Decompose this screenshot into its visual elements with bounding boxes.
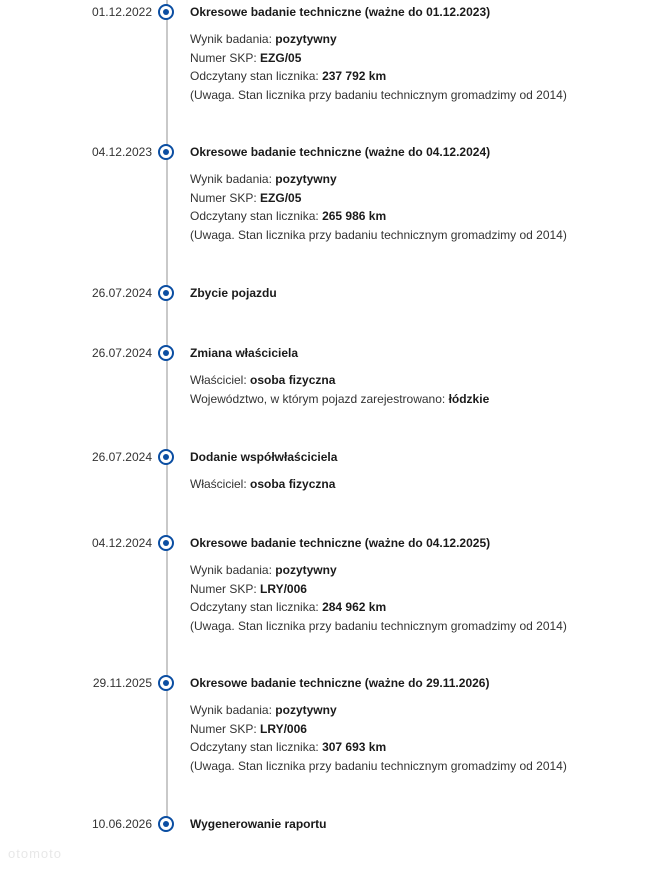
detail-note (190, 86, 567, 105)
detail-label: Wynik badania: (190, 563, 276, 577)
event-date: 01.12.2022 (91, 5, 152, 19)
event-details (190, 170, 567, 244)
detail-value: pozytywny (275, 703, 337, 717)
event-title: Okresowe badanie techniczne (ważne do 29.11.2026) (190, 676, 490, 690)
timeline-dot-icon (158, 449, 174, 465)
detail-line (190, 49, 567, 68)
timeline-dot-icon (158, 144, 174, 160)
event-date: 26.07.2024 (91, 450, 152, 464)
detail-label: Właściciel: (190, 373, 251, 387)
timeline-line (166, 0, 168, 830)
detail-line (190, 561, 567, 580)
detail-line (190, 580, 567, 599)
detail-value: łódzkie (448, 391, 490, 406)
timeline-dot-icon (158, 816, 174, 832)
detail-label: Województwo, w którym pojazd zarejestrowano: (190, 391, 449, 406)
event-title: Zbycie pojazdu (190, 286, 277, 300)
detail-note (190, 757, 567, 776)
detail-note (190, 226, 567, 245)
detail-label: Odczytany stan licznika: (190, 209, 323, 223)
detail-value: 237 792 km (322, 69, 387, 83)
detail-value: LRY/006 (260, 581, 307, 596)
event-title: Okresowe badanie techniczne (ważne do 04.12.2024) (190, 145, 491, 159)
event-details (190, 371, 489, 408)
event-details (190, 475, 335, 494)
event-date: 04.12.2023 (91, 145, 152, 159)
event-date: 26.07.2024 (91, 346, 152, 360)
watermark-logo: otomoto (8, 846, 62, 861)
detail-line (190, 390, 489, 409)
detail-label: Odczytany stan licznika: (190, 740, 323, 754)
event-details (190, 561, 567, 635)
detail-value: 307 693 km (322, 740, 387, 754)
timeline-dot-icon (158, 345, 174, 361)
detail-label: Numer SKP: (190, 50, 261, 65)
detail-line (190, 720, 567, 739)
detail-value: LRY/006 (260, 721, 307, 736)
detail-value: pozytywny (275, 32, 337, 46)
detail-line (190, 207, 567, 226)
detail-line (190, 189, 567, 208)
event-details (190, 701, 567, 775)
detail-value: EZG/05 (260, 50, 302, 65)
detail-value: osoba fizyczna (250, 477, 336, 491)
detail-label: Właściciel: (190, 477, 251, 491)
timeline-dot-icon (158, 675, 174, 691)
timeline-dot-icon (158, 4, 174, 20)
event-title: Wygenerowanie raportu (190, 817, 327, 831)
detail-label: (Uwaga. Stan licznika przy badaniu technicznym gromadzimy od 2014) (190, 758, 567, 773)
detail-note (190, 617, 567, 636)
detail-line (190, 738, 567, 757)
detail-value: EZG/05 (260, 190, 302, 205)
detail-label: Odczytany stan licznika: (190, 600, 323, 614)
event-title: Dodanie współwłaściciela (190, 450, 338, 464)
timeline-dot-icon (158, 285, 174, 301)
event-title: Okresowe badanie techniczne (ważne do 01.12.2023) (190, 5, 491, 19)
event-title: Zmiana właściciela (190, 346, 299, 360)
detail-value: pozytywny (275, 172, 337, 186)
detail-line (190, 30, 567, 49)
detail-line (190, 701, 567, 720)
detail-line (190, 371, 489, 390)
detail-label: Numer SKP: (190, 581, 261, 596)
detail-label: Wynik badania: (190, 32, 276, 46)
detail-label: (Uwaga. Stan licznika przy badaniu technicznym gromadzimy od 2014) (190, 618, 567, 633)
event-date: 29.11.2025 (92, 676, 152, 690)
detail-value: 284 962 km (322, 600, 387, 614)
detail-line (190, 170, 567, 189)
event-date: 04.12.2024 (91, 536, 152, 550)
detail-label: (Uwaga. Stan licznika przy badaniu technicznym gromadzimy od 2014) (190, 227, 567, 242)
detail-line (190, 475, 335, 494)
detail-line (190, 67, 567, 86)
detail-line (190, 598, 567, 617)
detail-label: Wynik badania: (190, 172, 276, 186)
timeline-dot-icon (158, 535, 174, 551)
detail-label: Numer SKP: (190, 721, 261, 736)
detail-value: pozytywny (275, 563, 337, 577)
event-date: 10.06.2026 (91, 817, 152, 831)
detail-label: Numer SKP: (190, 190, 261, 205)
detail-label: Wynik badania: (190, 703, 276, 717)
detail-label: (Uwaga. Stan licznika przy badaniu technicznym gromadzimy od 2014) (190, 87, 567, 102)
event-date: 26.07.2024 (91, 286, 152, 300)
event-details (190, 30, 567, 104)
detail-value: osoba fizyczna (250, 373, 336, 387)
detail-label: Odczytany stan licznika: (190, 69, 323, 83)
detail-value: 265 986 km (322, 209, 387, 223)
event-title: Okresowe badanie techniczne (ważne do 04.12.2025) (190, 536, 491, 550)
